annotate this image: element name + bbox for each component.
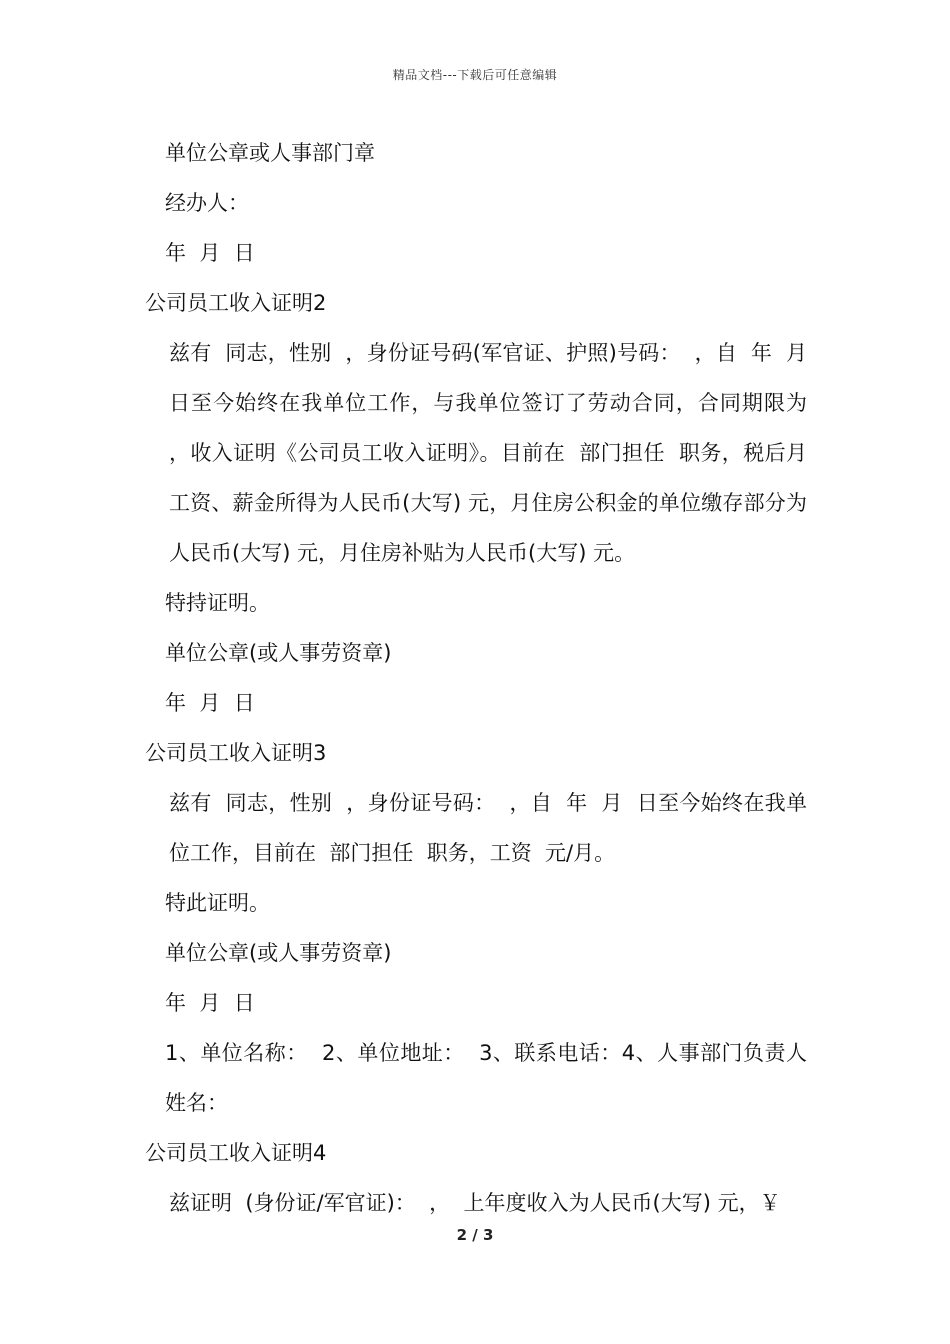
section-heading-4: 公司员工收入证明4 — [145, 1141, 327, 1165]
stamp-line: 单位公章或人事部门章 — [165, 141, 375, 165]
section-heading-2: 公司员工收入证明2 — [145, 291, 327, 315]
document-body — [145, 128, 821, 1228]
certificate-paragraph-4: 兹证明 (身份证/军官证)： ， 上年度收入为人民币(大写) 元，￥ — [169, 1191, 781, 1215]
date-line: 年 月 日 — [165, 241, 255, 265]
section-heading-3: 公司员工收入证明3 — [145, 741, 327, 765]
certificate-paragraph-3: 兹有 同志，性别 ，身份证号码： ，自 年 月 日至今始终在我单位工作，目前在 部门担任 职务，工资 元/月。 — [169, 791, 807, 865]
page-number: 2 / 3 — [456, 1226, 494, 1244]
stamp-line-2: 单位公章(或人事劳资章) — [165, 641, 392, 665]
date-line-2: 年 月 日 — [165, 691, 255, 715]
certify-line: 特持证明。 — [165, 591, 270, 615]
document-header: 精品文档---下载后可任意编辑 — [392, 68, 558, 82]
date-line-3: 年 月 日 — [165, 991, 255, 1015]
certify-line-3: 特此证明。 — [165, 891, 270, 915]
contact-info-paragraph: 1、单位名称： 2、单位地址： 3、联系电话：4、人事部门负责人姓名： — [165, 1041, 807, 1115]
handler-line: 经办人： — [165, 191, 249, 215]
certificate-paragraph-2: 兹有 同志，性别 ，身份证号码(军官证、护照)号码： ，自 年 月 日至今始终在我单位工作，与我单位签订了劳动合同，合同期限为 ，收入证明《公司员工收入证明》。目前在 部门担任 职务，税后月工资、薪金所得为人民币(大写) 元，月住房公积金的单位缴存部分为人民币(大写) 元，月住房补贴为人民币(大写) 元。 — [169, 341, 821, 565]
stamp-line-3: 单位公章(或人事劳资章) — [165, 941, 392, 965]
